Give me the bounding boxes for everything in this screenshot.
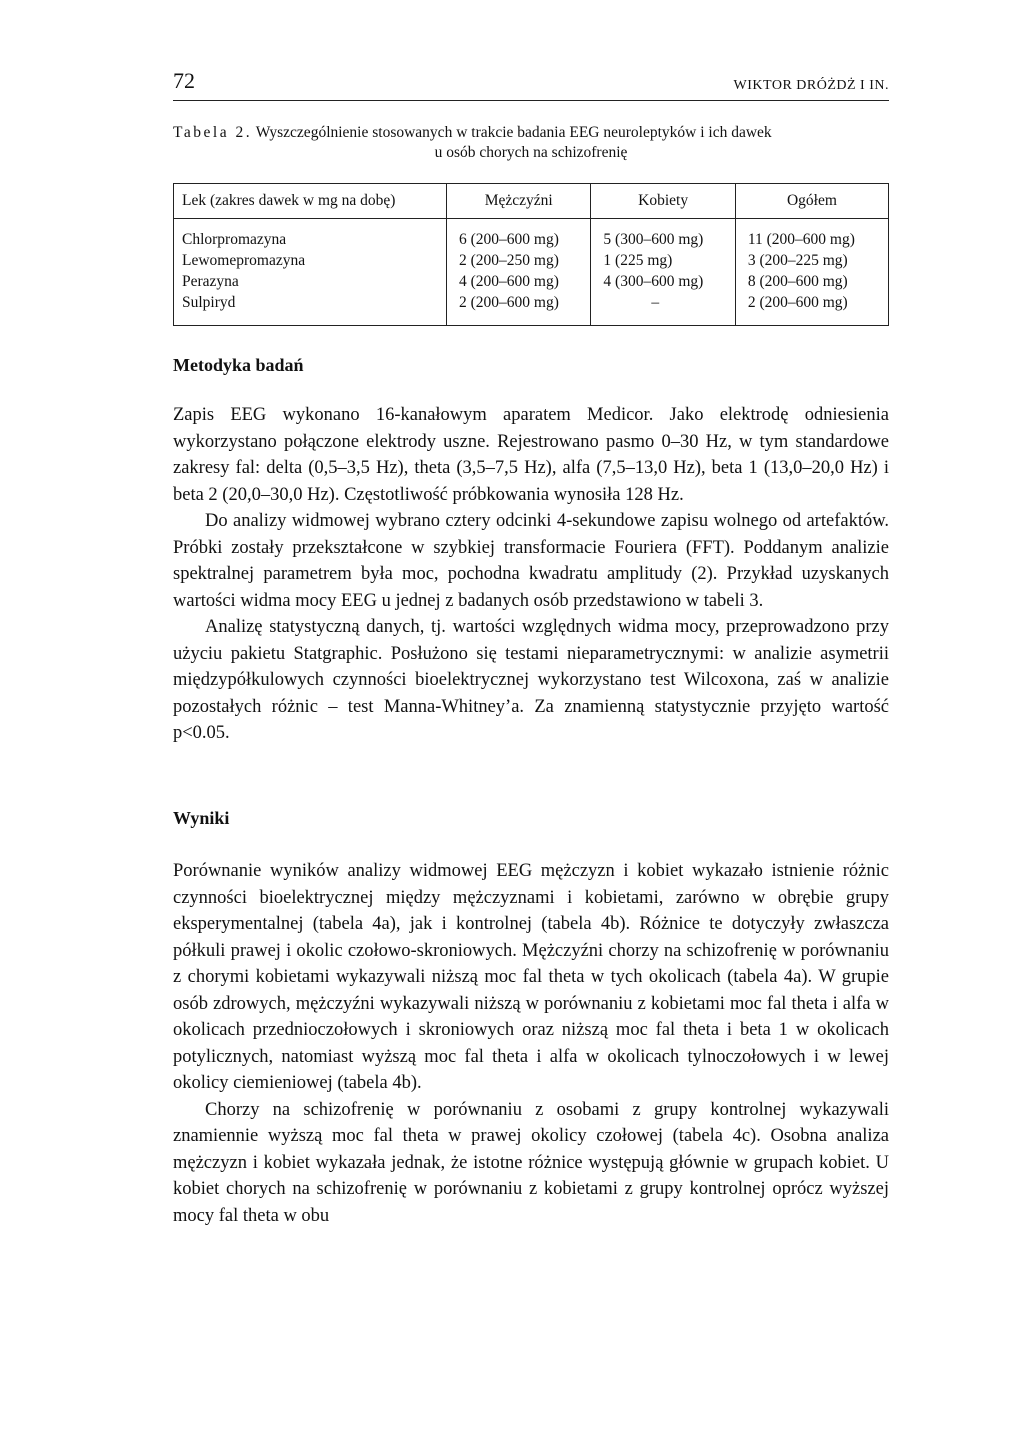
women-cell: 1 (225 mg) — [603, 252, 673, 269]
methods-heading: Metodyka badań — [173, 355, 304, 375]
column-header-men: Mężczyźni — [447, 184, 591, 219]
men-cell: 4 (200–600 mg) — [459, 273, 559, 290]
total-cell: 3 (200–225 mg) — [747, 252, 848, 269]
table-caption — [173, 123, 889, 163]
table-header-row — [174, 184, 889, 219]
total-column — [735, 219, 888, 326]
total-cell: 8 (200–600 mg) — [747, 273, 848, 290]
women-cell: – — [651, 294, 660, 311]
drug-table — [173, 183, 889, 326]
methods-section — [173, 402, 889, 747]
men-cell: 2 (200–600 mg) — [459, 294, 559, 311]
page-header — [173, 60, 889, 101]
table-caption-line2: u osób chorych na schizofrenię — [434, 144, 628, 161]
results-heading: Wyniki — [173, 808, 230, 828]
results-paragraph-2: Chorzy na schizofrenię w porównaniu z osobami z grupy kontrolnej wykazywali znamiennie wyższą moc fal theta w prawej okolicy czołowej (tabela 4c). Osobna analiza mężczyzn i kobiet wykazała jednak, że istotne różnice występują głównie w grupach kobiet. U kobiet chorych na schizofrenię w porównaniu z kobietami z grupy kontrolnej oprócz wyższej mocy fal theta w obu — [173, 1099, 889, 1226]
drug-cell: Lewomepromazyna — [182, 252, 306, 269]
table-body — [174, 219, 889, 326]
results-section — [173, 858, 889, 1229]
column-header-total: Ogółem — [735, 184, 888, 219]
men-cell: 2 (200–250 mg) — [459, 252, 559, 269]
page — [173, 60, 889, 1226]
methods-paragraph-3: Analizę statystyczną danych, tj. wartości względnych widma mocy, przeprowadzono przy użyciu pakietu Statgraphic. Posłużono się testami nieparametrycznymi: w analizie asymetrii międzypółkulowych czynności bioelektrycznej wykorzystano test Wilcoxona, zaś w analizie pozostałych różnic – test Manna-Whitney’a. Za znamienną statystycznie przyjęto wartość p<0.05. — [173, 617, 889, 743]
table-label: Tabela 2. — [173, 124, 253, 141]
men-column — [447, 219, 591, 326]
results-paragraph-1: Porównanie wyników analizy widmowej EEG mężczyzn i kobiet wykazało istnienie różnic czynności bioelektrycznej między mężczyznami i kobietami, zarówno w obrębie grupy eksperymentalnej (tabela 4a), jak i kontrolnej (tabela 4b). Różnice te dotyczyły zwłaszcza półkuli prawej i okolic czołowo-skroniowych. Mężczyźni chorzy na schizofrenię w porównaniu z chorymi kobietami wykazywali niższą moc fal theta w tych okolicach (tabela 4a). W grupie osób zdrowych, mężczyźni wykazywali niższą w porównaniu z kobietami moc fal theta i alfa w okolicach przednioczołowych i skroniowych oraz niższą moc fal theta i beta 1 w okolicach potylicznych, natomiast wyższą moc fal theta i alfa w okolicach tylnoczołowych i w lewej okolicy ciemieniowej (tabela 4b). — [173, 861, 889, 1093]
methods-paragraph-2: Do analizy widmowej wybrano cztery odcinki 4-sekundowe zapisu wolnego od artefaktów. Próbki zostały przekształcone w szybkiej transformacie Fouriera (FFT). Poddanym analizie spektralnej parametrem była moc, pochodna kwadratu amplitudy (2). Przykład uzyskanych wartości widma mocy EEG u jednej z badanych osób przedstawiono w tabeli 3. — [173, 511, 889, 611]
drug-cell: Perazyna — [182, 273, 239, 290]
men-cell: 6 (200–600 mg) — [459, 231, 559, 248]
total-cell: 11 (200–600 mg) — [747, 231, 855, 248]
table-caption-line1: Wyszczególnienie stosowanych w trakcie badania EEG neuroleptyków i ich dawek — [252, 124, 772, 141]
drug-cell: Sulpiryd — [182, 294, 236, 311]
page-number: 72 — [173, 68, 195, 93]
women-cell: 4 (300–600 mg) — [603, 273, 704, 290]
column-header-drug: Lek (zakres dawek w mg na dobę) — [174, 184, 447, 219]
methods-paragraph-1: Zapis EEG wykonano 16-kanałowym aparatem Medicor. Jako elektrodę odniesienia wykorzystano połączone elektrody uszne. Rejestrowano pasmo 0–30 Hz, w tym standardowe zakresy fal: delta (0,5–3,5 Hz), theta (3,5–7,5 Hz), alfa (7,5–13,0 Hz), beta 1 (13,0–20,0 Hz) i beta 2 (20,0–30,0 Hz). Częstotliwość próbkowania wynosiła 128 Hz. — [173, 405, 889, 505]
running-head: WIKTOR DRÓŻDŻ I IN. — [733, 78, 889, 93]
women-column — [591, 219, 735, 326]
total-cell: 2 (200–600 mg) — [747, 294, 848, 311]
women-cell: 5 (300–600 mg) — [603, 231, 704, 248]
drug-column — [174, 219, 447, 326]
drug-cell: Chlorpromazyna — [182, 231, 287, 248]
column-header-women: Kobiety — [591, 184, 735, 219]
